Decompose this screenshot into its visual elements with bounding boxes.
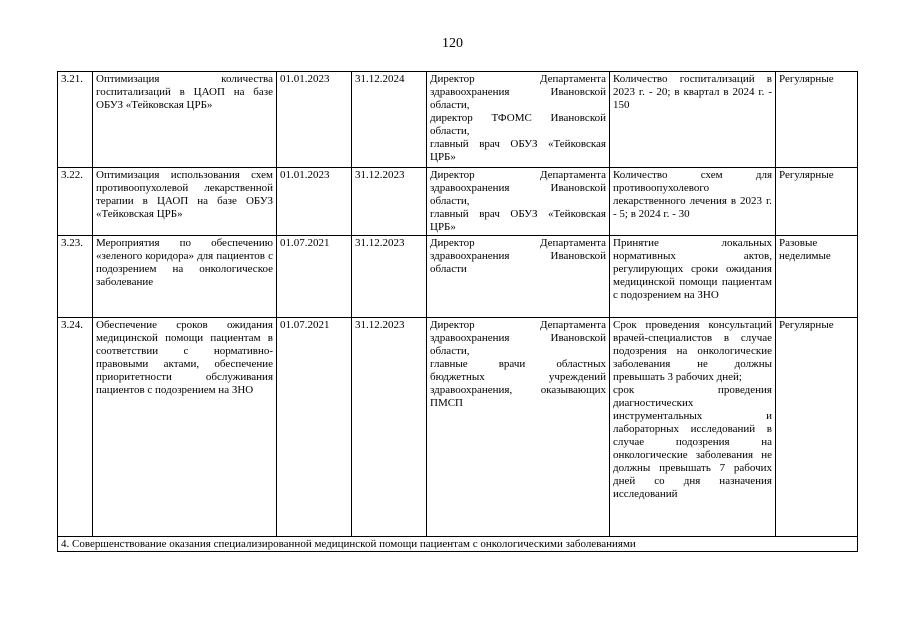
row-number-text: 3.22. [61, 169, 83, 181]
activity-cell [93, 318, 277, 537]
section-row [58, 537, 858, 552]
result-cell-text: срок проведения диагностических инструментальных и лабораторных исследований в случае подозрения на онкологические заболевания не должны превышать 7 рабочих дней со дня назначения исследований [613, 384, 772, 500]
responsible-cell [427, 168, 610, 236]
row-number [58, 72, 93, 168]
end-date-cell-text: 31.12.2023 [355, 169, 405, 181]
start-date-cell-text: 01.07.2021 [280, 237, 330, 249]
activity-type-cell [776, 236, 858, 318]
activity-cell-text: Оптимизация количества госпитализаций в ЦАОП на базе ОБУЗ «Тейковская ЦРБ» [96, 73, 273, 111]
end-date-cell [352, 72, 427, 168]
responsible-cell-text: директор ТФОМС Ивановской области, [430, 112, 606, 137]
result-cell-text: Количество госпитализаций в 2023 г. - 20; в квартал в 2024 г. - 150 [613, 73, 772, 111]
action-plan-table [57, 71, 858, 552]
activity-cell [93, 72, 277, 168]
result-cell [610, 236, 776, 318]
table-row [58, 72, 858, 168]
result-cell [610, 318, 776, 537]
start-date-cell [277, 72, 352, 168]
activity-type-cell [776, 168, 858, 236]
activity-cell [93, 168, 277, 236]
activity-type-cell-text: Регулярные [779, 73, 834, 85]
responsible-cell-text: Директор Департамента здравоохранения Ивановской области [430, 237, 606, 275]
row-number-text: 3.21. [61, 73, 83, 85]
table-row [58, 168, 858, 236]
responsible-cell [427, 318, 610, 537]
start-date-cell-text: 01.01.2023 [280, 169, 330, 181]
activity-cell [93, 236, 277, 318]
responsible-cell-text: главный врач ОБУЗ «Тейковская ЦРБ» [430, 208, 606, 233]
result-cell-text: Количество схем для противоопухолевого лекарственного лечения в 2023 г. - 5; в 2024 г. - 30 [613, 169, 772, 220]
start-date-cell-text: 01.07.2021 [280, 319, 330, 331]
activity-type-cell [776, 318, 858, 537]
activity-cell-text: Мероприятия по обеспечению «зеленого коридора» для пациентов с подозрением на онкологическое заболевание [96, 237, 273, 288]
table-row [58, 318, 858, 537]
start-date-cell [277, 168, 352, 236]
end-date-cell-text: 31.12.2023 [355, 319, 405, 331]
activity-type-cell-text: Разовые неделимые [779, 237, 831, 262]
page-number: 120 [442, 36, 463, 51]
start-date-cell [277, 236, 352, 318]
end-date-cell-text: 31.12.2023 [355, 237, 405, 249]
result-cell [610, 72, 776, 168]
activity-type-cell-text: Регулярные [779, 169, 834, 181]
responsible-cell [427, 72, 610, 168]
activity-type-cell [776, 72, 858, 168]
responsible-cell [427, 236, 610, 318]
result-cell [610, 168, 776, 236]
start-date-cell-text: 01.01.2023 [280, 73, 330, 85]
row-number [58, 236, 93, 318]
end-date-cell [352, 168, 427, 236]
end-date-cell [352, 318, 427, 537]
activity-type-cell-text: Регулярные [779, 319, 834, 331]
activity-cell-text: Обеспечение сроков ожидания медицинской помощи пациентам в соответствии с нормативно-правовыми актами, обеспечение приоритетности обслуживания пациентов с подозрением на ЗНО [96, 319, 273, 396]
row-number-text: 3.23. [61, 237, 83, 249]
responsible-cell-text: Директор Департамента здравоохранения Ивановской области, [430, 169, 606, 207]
responsible-cell-text: Директор Департамента здравоохранения Ивановской области, [430, 319, 606, 357]
responsible-cell-text: главный врач ОБУЗ «Тейковская ЦРБ» [430, 138, 606, 163]
responsible-cell-text: Директор Департамента здравоохранения Ивановской области, [430, 73, 606, 111]
table-body [58, 72, 858, 552]
row-number-text: 3.24. [61, 319, 83, 331]
result-cell-text: Срок проведения консультаций врачей-специалистов в случае подозрения на онкологические заболевания не должны превышать 3 рабочих дней; [613, 319, 772, 383]
row-number [58, 318, 93, 537]
table-row [58, 236, 858, 318]
responsible-cell-text: главные врачи областных бюджетных учреждений здравоохранения, оказывающих ПМСП [430, 358, 606, 409]
activity-cell-text: Оптимизация использования схем противоопухолевой лекарственной терапии в ЦАОП на базе ОБУЗ «Тейковская ЦРБ» [96, 169, 273, 220]
result-cell-text: Принятие локальных нормативных актов, регулирующих сроки ожидания медицинской помощи пациентам с подозрением на ЗНО [613, 237, 772, 301]
start-date-cell [277, 318, 352, 537]
section-heading: 4. Совершенствование оказания специализированной медицинской помощи пациентам с онкологическими заболеваниями [58, 537, 858, 552]
end-date-cell [352, 236, 427, 318]
end-date-cell-text: 31.12.2024 [355, 73, 405, 85]
row-number [58, 168, 93, 236]
